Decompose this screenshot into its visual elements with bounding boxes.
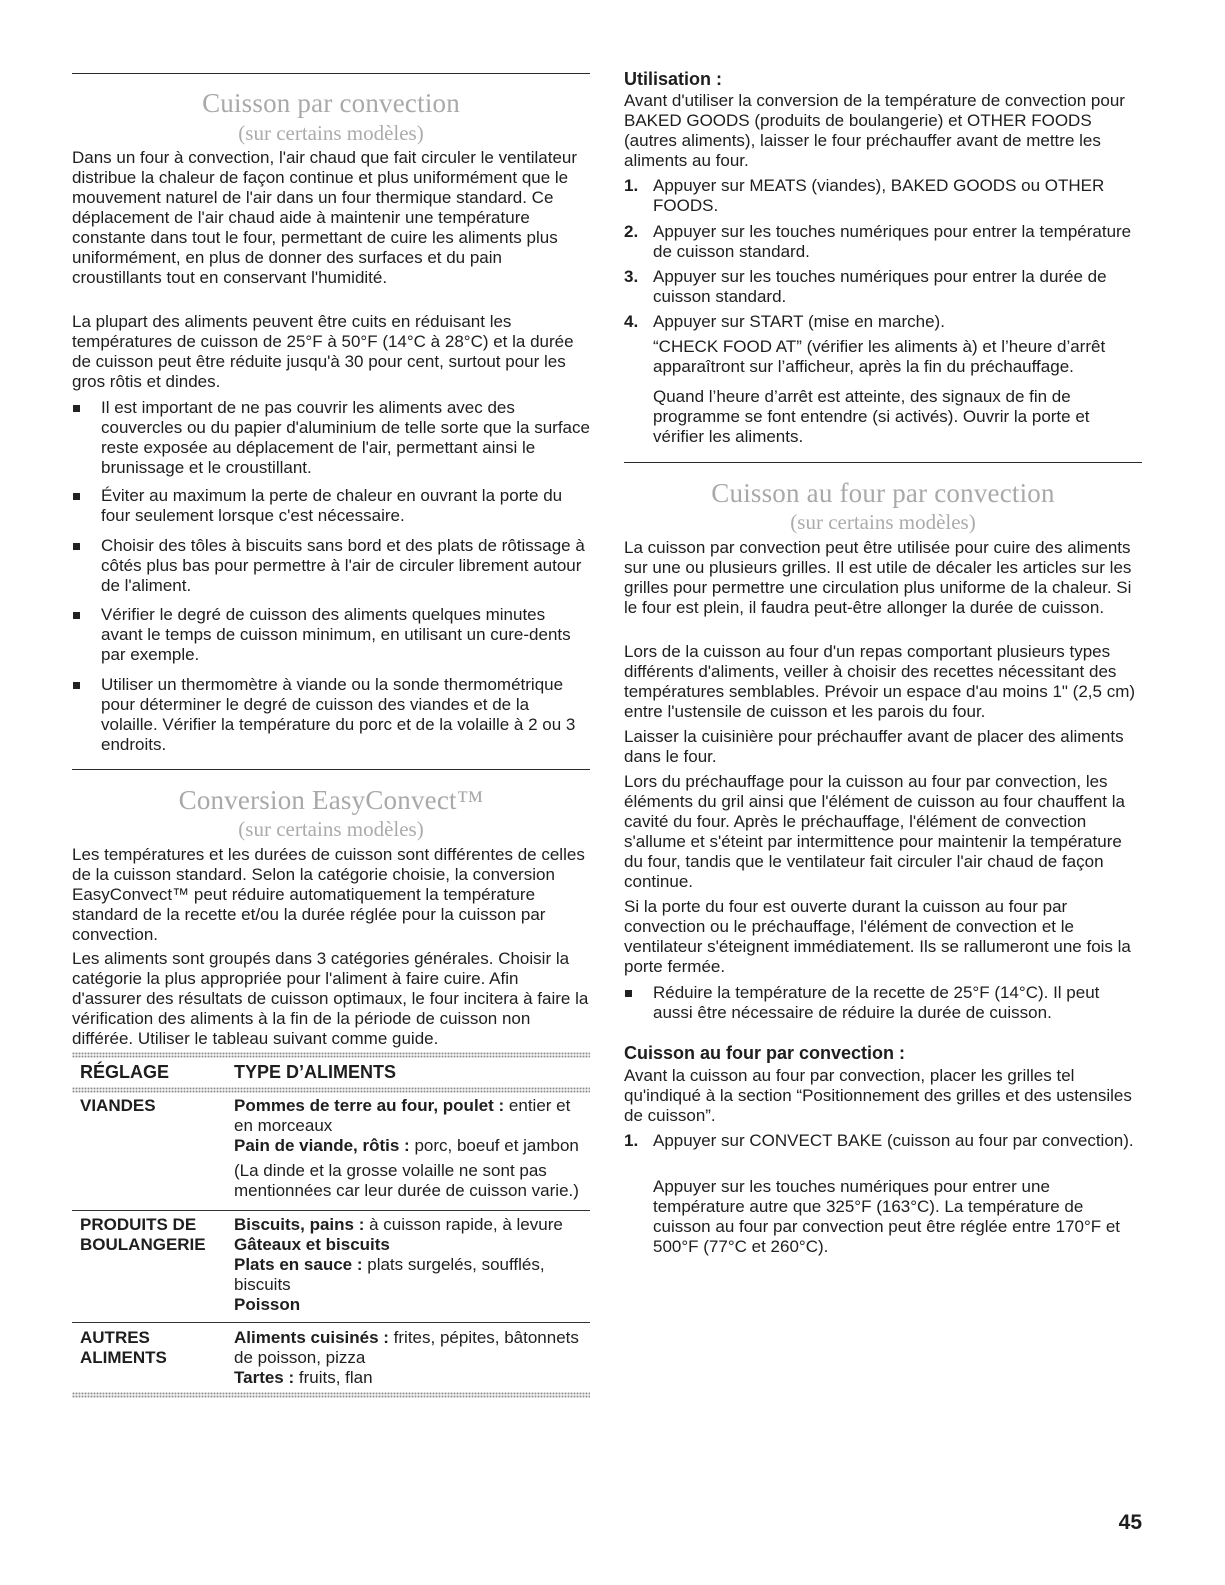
food-item (234, 1136, 584, 1156)
food-item-label: Gâteaux et biscuits (234, 1235, 390, 1254)
step-number: 1. (624, 176, 639, 195)
bullet-item (72, 536, 590, 596)
paragraph: Avant la cuisson au four par convection, placer les grilles tel qu'indiqué à la section “Positionnement des grilles et des ustensiles de cuisson”. (624, 1066, 1132, 1125)
step-text: Appuyer sur MEATS (viandes), BAKED GOODS ou OTHER FOODS. (653, 176, 1105, 215)
bullet-square-icon (625, 990, 632, 997)
page-number: 45 (1118, 1511, 1142, 1534)
bullet-item (624, 983, 1142, 1023)
paragraph: Lors du préchauffage pour la cuisson au four par convection, les éléments du gril ainsi que l'élément de cuisson au four chauffent la cavité du four. Après le préchauffage, l'élément de convection s'allume et s'éteint par intermittence pour maintenir la température du four, tandis que le ventilateur fait circuler l'air chaud de façon continue. (624, 772, 1125, 891)
food-item (234, 1215, 584, 1235)
bullet-square-icon (73, 405, 80, 412)
header-food-type: TYPE D’ALIMENTS (234, 1062, 397, 1082)
food-item (234, 1255, 584, 1295)
table-row (72, 1323, 590, 1392)
bullet-item (72, 398, 590, 478)
section-subtitle: (sur certains modèles) (790, 510, 976, 534)
food-item-detail: à cuisson rapide, à levure (369, 1215, 563, 1234)
bullet-square-icon (73, 682, 80, 689)
food-types (234, 1328, 584, 1388)
section-subtitle: (sur certains modèles) (238, 817, 424, 841)
paragraph: Laisser la cuisinière pour préchauffer avant de placer des aliments dans le four. (624, 727, 1124, 766)
row-setting: PRODUITS DE BOULANGERIE (80, 1215, 206, 1254)
paragraph: Les températures et les durées de cuisson sont différentes de celles de la cuisson standard. Selon la catégorie choisie, la conversion EasyConvect™ peut réduire automatiquement la température standard de la recette et/ou la durée réglée pour la cuisson par convection. (72, 845, 585, 944)
paragraph: Avant d'utiliser la conversion de la température de convection pour BAKED GOODS (produits de boulangerie) et OTHER FOODS (autres aliments), laisser le four préchauffer avant de mettre les aliments au four. (624, 91, 1125, 170)
step-note: Quand l’heure d’arrêt est atteinte, des signaux de fin de programme se font entendre (si activés). Ouvrir la porte et vérifier les aliments. (653, 387, 1090, 446)
food-types (234, 1215, 584, 1315)
step-number: 1. (624, 1131, 639, 1150)
paragraph: La plupart des aliments peuvent être cuits en réduisant les températures de cuisson de 25°F à 50°F (14°C à 28°C) et la durée de cuisson peut être réduite jusqu'à 30 pour cent, surtout pour les gros rôtis et dindes. (72, 312, 574, 391)
food-item (234, 1235, 584, 1255)
table-header (72, 1058, 590, 1087)
step-note: Appuyer sur les touches numériques pour entrer une température autre que 325°F (163°C). La température de cuisson au four par convection peut être réglée entre 170°F et 500°F (77°C et 260°C). (653, 1177, 1121, 1256)
bullet-text: Vérifier le degré de cuisson des aliments quelques minutes avant le temps de cuisson minimum, en utilisant un cure-dents par exemple. (101, 605, 571, 664)
food-item-label: Aliments cuisinés : (234, 1328, 389, 1347)
food-types (234, 1096, 584, 1201)
paragraph: Dans un four à convection, l'air chaud que fait circuler le ventilateur distribue la chaleur de façon continue et plus uniformément que le mouvement naturel de l'air dans un four thermique standard. Ce déplacement de l'air chaud aide à maintenir une température constante dans tout le four, permettant de cuire les aliments plus uniformément, en plus de donner des surfaces et du pain croustillants tout en conservant l'humidité. (72, 148, 578, 287)
table-row (72, 1093, 590, 1210)
bullet-text: Choisir des tôles à biscuits sans bord et des plats de rôtissage à côtés plus bas pour permettre à l'air de circuler librement autour de l'aliment. (101, 536, 585, 595)
section-divider (72, 769, 590, 770)
step-item (624, 176, 1142, 216)
bullet-square-icon (73, 612, 80, 619)
bullet-text: Éviter au maximum la perte de chaleur en ouvrant la porte du four seulement lorsque c'est nécessaire. (101, 486, 563, 525)
food-item-label: Pommes de terre au four, poulet : (234, 1096, 505, 1115)
paragraph: Si la porte du four est ouverte durant la cuisson au four par convection ou le préchauffage, l'élément de convection et le ventilateur s'éteignent immédiatement. Ils se rallumeront une fois la porte fermée. (624, 897, 1131, 976)
step-number: 2. (624, 222, 639, 241)
step-item (624, 312, 1142, 332)
step-number: 4. (624, 312, 639, 331)
step-item (624, 267, 1142, 307)
paragraph: La cuisson par convection peut être utilisée pour cuire des aliments sur une ou plusieurs grilles. Il est utile de décaler les articles sur les grilles pour permettre une circulation plus uniforme de la chaleur. Si le four est plein, il faudra peut-être allonger la durée de cuisson. (624, 538, 1132, 617)
food-item (234, 1295, 584, 1315)
section-divider (624, 462, 1142, 463)
subsection-heading: Utilisation : (624, 69, 722, 89)
section-title: Cuisson par convection (202, 88, 460, 118)
food-item-detail: entier et en morceaux (234, 1096, 571, 1135)
settings-table (72, 1052, 590, 1398)
food-item-detail: plats surgelés, soufflés, biscuits (234, 1255, 545, 1294)
food-item-label: Tartes : (234, 1368, 295, 1387)
food-item-label: Plats en sauce : (234, 1255, 363, 1274)
step-item (624, 1131, 1142, 1151)
step-item (624, 222, 1142, 262)
bullet-text: Réduire la température de la recette de 25°F (14°C). Il peut aussi être nécessaire de réduire la durée de cuisson. (653, 983, 1100, 1022)
table-band (72, 1392, 590, 1398)
subsection-heading: Cuisson au four par convection : (624, 1043, 906, 1063)
step-note: “CHECK FOOD AT” (vérifier les aliments à) et l’heure d’arrêt apparaîtront sur l’afficheur, après la fin du préchauffage. (653, 337, 1106, 376)
row-setting: VIANDES (80, 1096, 156, 1115)
food-item (234, 1096, 584, 1136)
section-divider (72, 73, 590, 74)
bullet-text: Il est important de ne pas couvrir les aliments avec des couvercles ou du papier d'aluminium de telle sorte que la surface reste exposée au déplacement de l'air, permettant ainsi le brunissage et le croustillant. (101, 398, 590, 477)
step-number: 3. (624, 267, 639, 286)
header-setting: RÉGLAGE (80, 1062, 170, 1082)
section-title: Cuisson au four par convection (711, 478, 1055, 508)
bullet-item (72, 486, 590, 526)
bullet-square-icon (73, 543, 80, 550)
section-title: Conversion EasyConvect™ (178, 785, 484, 815)
food-item-label: Pain de viande, rôtis : (234, 1136, 410, 1155)
food-item-detail: (La dinde et la grosse volaille ne sont pas mentionnées car leur durée de cuisson varie.) (234, 1161, 579, 1200)
food-item-detail: frites, pépites, bâtonnets de poisson, pizza (234, 1328, 579, 1367)
food-item (234, 1161, 584, 1201)
bullet-square-icon (73, 493, 80, 500)
step-text: Appuyer sur START (mise en marche). (653, 312, 945, 331)
bullet-item (72, 605, 590, 665)
food-item-label: Poisson (234, 1295, 301, 1314)
step-text: Appuyer sur les touches numériques pour entrer la température de cuisson standard. (653, 222, 1132, 261)
paragraph: Les aliments sont groupés dans 3 catégories générales. Choisir la catégorie la plus appropriée pour l'aliment à faire cuire. Afin d'assurer des résultats de cuisson optimaux, le four incitera à faire la vérification des aliments à la fin de la période de cuisson non différée. Utiliser le tableau suivant comme guide. (72, 949, 589, 1048)
paragraph: Lors de la cuisson au four d'un repas comportant plusieurs types différents d'aliments, veiller à choisir des recettes nécessitant des températures semblables. Prévoir un espace d'au moins 1" (2,5 cm) entre l'ustensile de cuisson et les parois du four. (624, 642, 1136, 721)
bullet-item (72, 675, 590, 755)
food-item (234, 1368, 584, 1388)
food-item-detail: porc, boeuf et jambon (414, 1136, 579, 1155)
food-item (234, 1328, 584, 1368)
section-subtitle: (sur certains modèles) (238, 121, 424, 145)
step-text: Appuyer sur les touches numériques pour entrer la durée de cuisson standard. (653, 267, 1107, 306)
bullet-text: Utiliser un thermomètre à viande ou la sonde thermométrique pour déterminer le degré de cuisson des viandes et de la volaille. Vérifier la température du porc et de la volaille à 2 ou 3 endroits. (101, 675, 576, 754)
step-text: Appuyer sur CONVECT BAKE (cuisson au four par convection). (653, 1131, 1134, 1150)
food-item-detail: fruits, flan (298, 1368, 373, 1387)
food-item-label: Biscuits, pains : (234, 1215, 365, 1234)
row-setting: AUTRES ALIMENTS (80, 1328, 167, 1367)
table-row (72, 1211, 590, 1322)
